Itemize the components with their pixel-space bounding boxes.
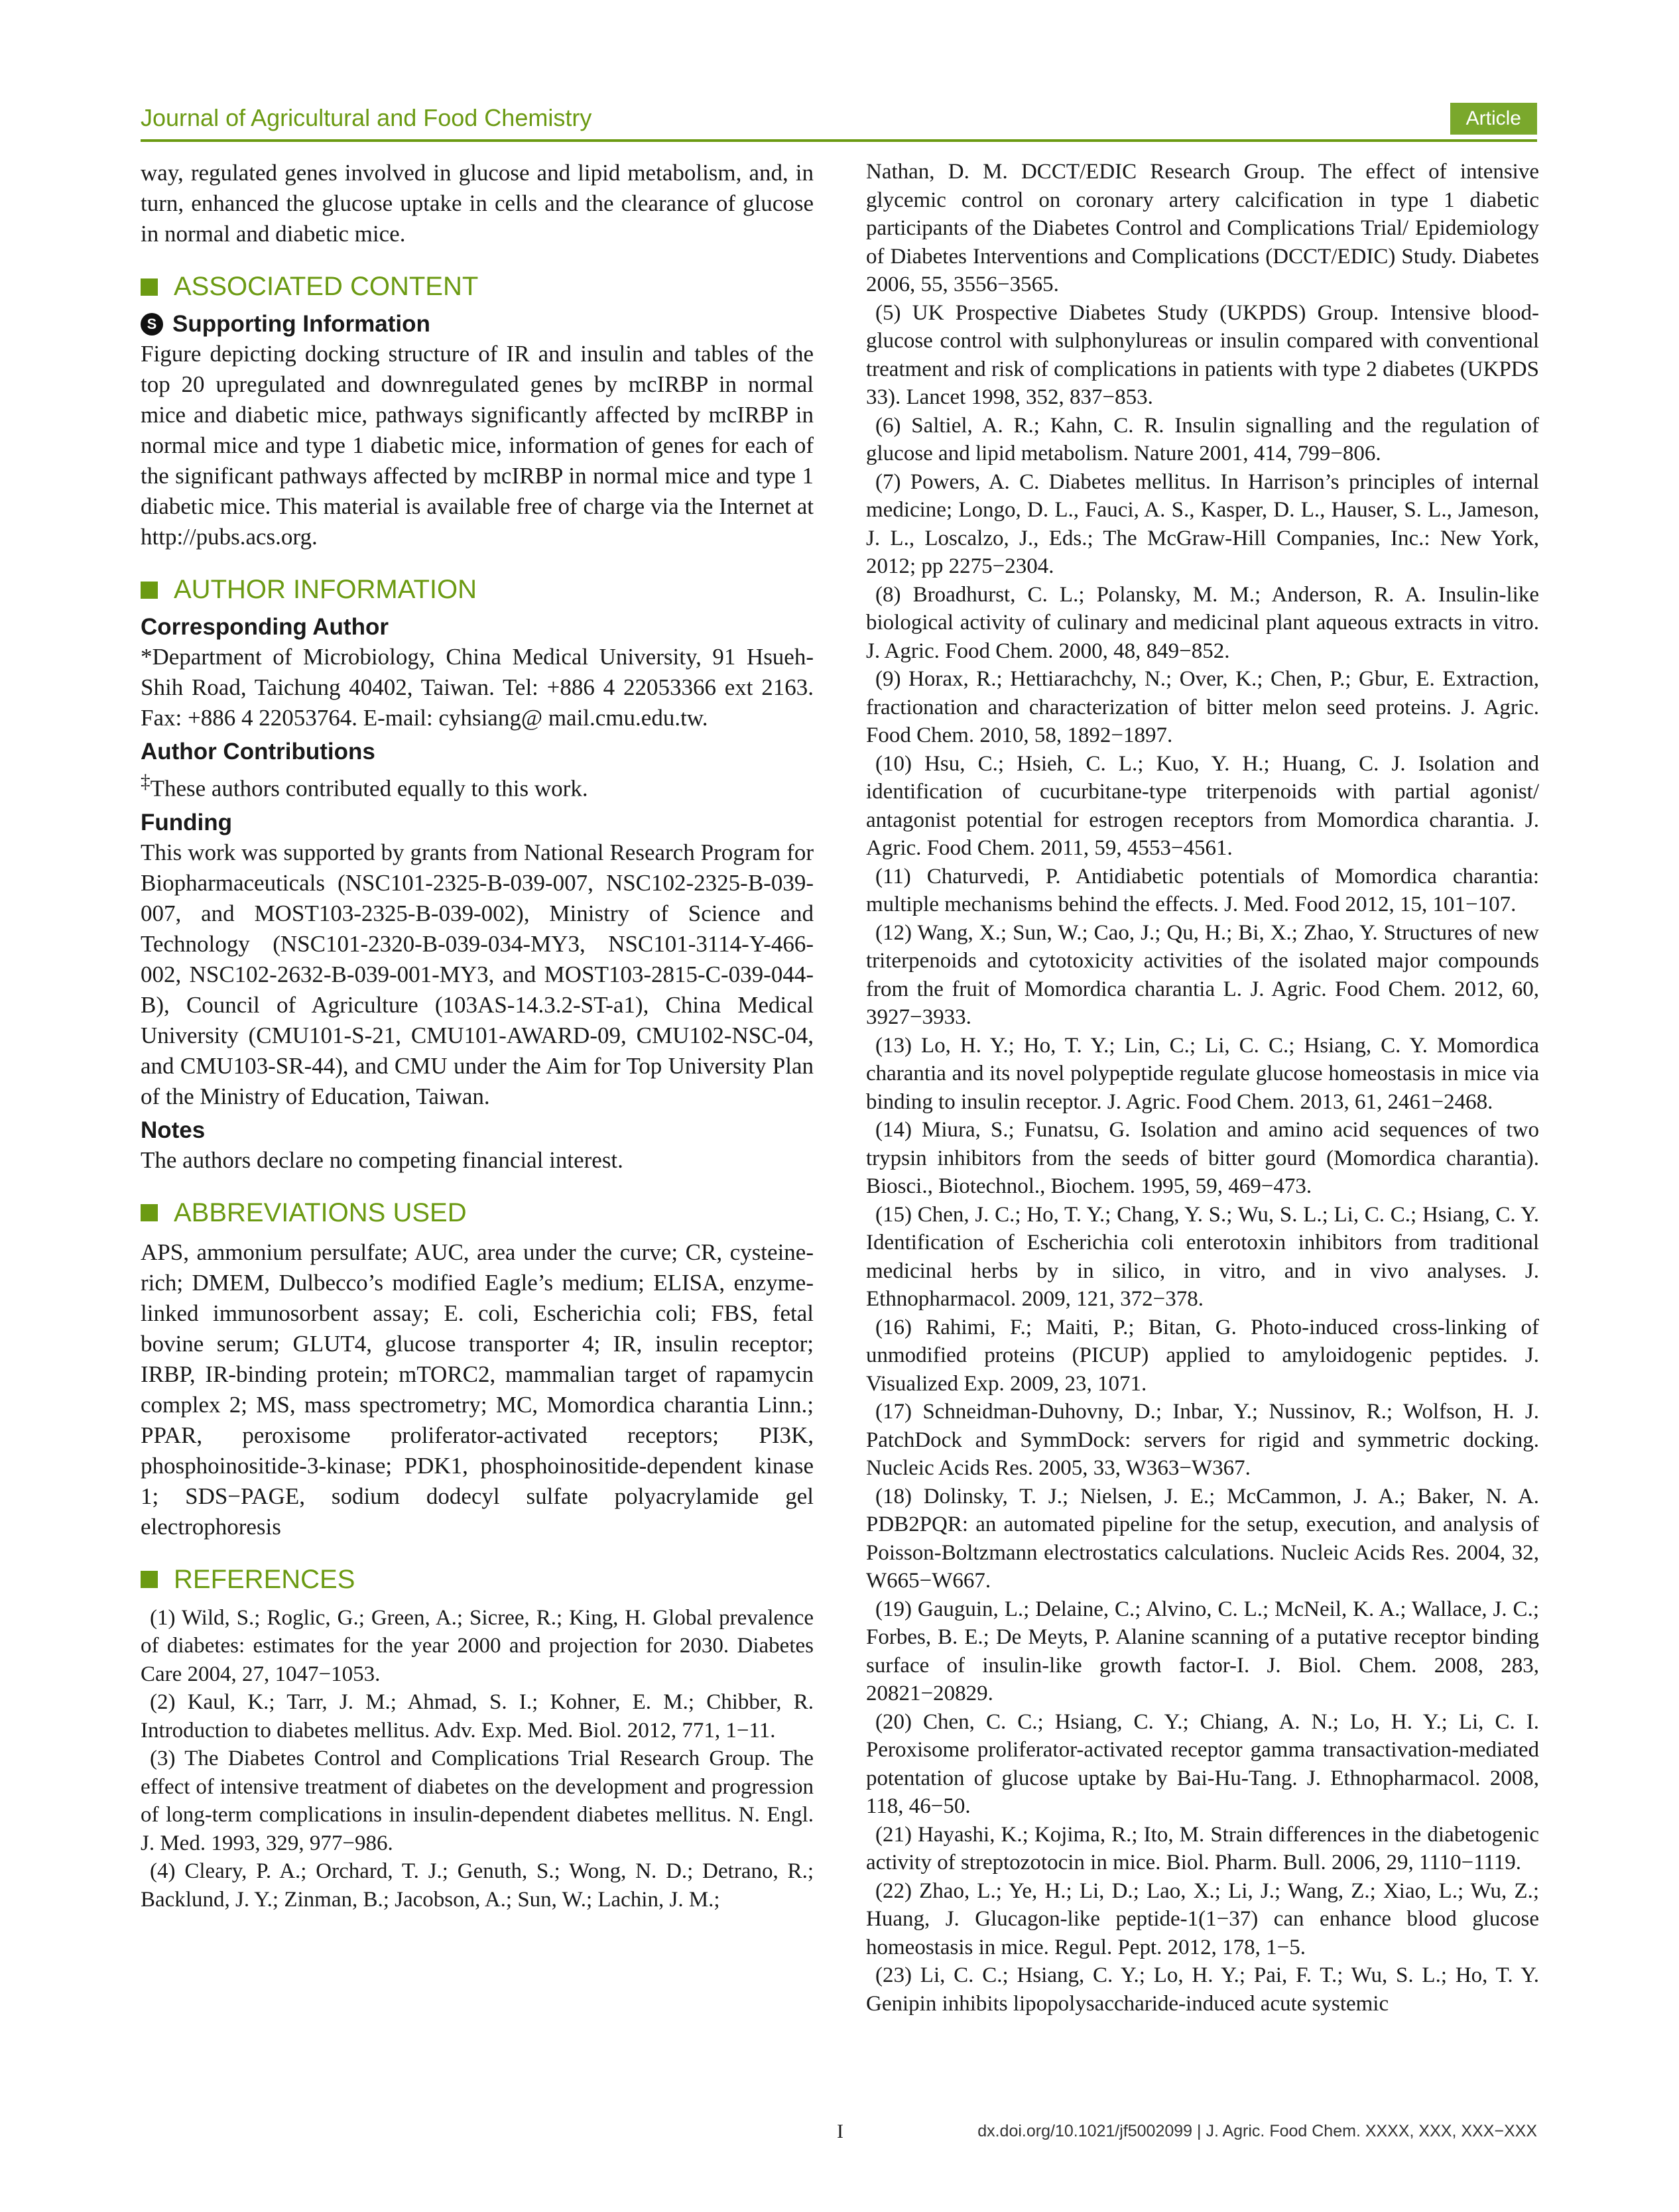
reference-item: (22) Zhao, L.; Ye, H.; Li, D.; Lao, X.; Li, J.; Wang, Z.; Xiao, L.; Wu, Z.; Huang, J. Glucagon-like peptide-1(1−37) can enhance blood glucose homeostasis in mice. Regul. Pept. 2012, 178, 1−5.: [866, 1878, 1539, 1959]
notes-heading: Notes: [141, 1117, 206, 1143]
section-square-icon: [141, 582, 158, 599]
associated-content-heading: [141, 272, 814, 302]
reference-item: (11) Chaturvedi, P. Antidiabetic potentials of Momordica charantia: multiple mechanisms behind the effects. J. Med. Food 2012, 15, 101−107.: [866, 864, 1539, 916]
subsection-title: Supporting Information: [172, 311, 430, 337]
author-information-heading: [141, 575, 814, 605]
supporting-information-heading: [141, 311, 814, 338]
header-divider: [141, 139, 1537, 142]
intro-paragraph: way, regulated genes involved in glucose and lipid metabolism, and, in turn, enhanced the glucose uptake in cells and the clearance of glucose in normal and diabetic mice.: [141, 160, 814, 247]
reference-item: (6) Saltiel, A. R.; Kahn, C. R. Insulin signalling and the regulation of glucose and lipid metabolism. Nature 2001, 414, 799−806.: [866, 413, 1539, 465]
reference-item: (5) UK Prospective Diabetes Study (UKPDS) Group. Intensive blood-glucose control with sulphonylureas or insulin compared with conventional treatment and risk of complications in patients with type 2 diabetes (UKPDS 33). Lancet 1998, 352, 837−853.: [866, 300, 1539, 409]
left-column: [141, 158, 814, 1914]
reference-item: (8) Broadhurst, C. L.; Polansky, M. M.; Anderson, R. A. Insulin-like biological activity of culinary and medicinal plant aqueous extracts in vitro. J. Agric. Food Chem. 2000, 48, 849−852.: [866, 582, 1539, 663]
right-column: [866, 158, 1539, 2018]
reference-item-continued: Nathan, D. M. DCCT/EDIC Research Group. The effect of intensive glycemic control on coronary artery calcification in type 1 diabetic participants of the Diabetes Control and Complications Trial/ Epidemiology of Diabetes Interventions and Complications (DCCT/EDIC) Study. Diabetes 2006, 55, 3556−3565.: [866, 160, 1539, 296]
reference-item: (2) Kaul, K.; Tarr, J. M.; Ahmad, S. I.; Kohner, E. M.; Chibber, R. Introduction to diabetes mellitus. Adv. Exp. Med. Biol. 2012, 771, 1−11.: [141, 1690, 814, 1743]
references-heading: [141, 1565, 814, 1595]
reference-item: (12) Wang, X.; Sun, W.; Cao, J.; Qu, H.; Bi, X.; Zhao, Y. Structures of new triterpenoids and cytotoxicity activities of the isolated major compounds from the fruit of Momordica charantia L. J. Agric. Food Chem. 2012, 60, 3927−3933.: [866, 920, 1539, 1029]
journal-title: Journal of Agricultural and Food Chemistry: [141, 104, 592, 131]
section-title: AUTHOR INFORMATION: [174, 575, 477, 604]
supporting-information-text: Figure depicting docking structure of IR and insulin and tables of the top 20 upregulated and downregulated genes by mcIRBP in normal mice and diabetic mice, pathways significantly affected by mcIRBP in normal mice and type 1 diabetic mice, information of genes for each of the significant pathways affected by mcIRBP in normal mice and type 1 diabetic mice. This material is available free of charge via the Internet at http://pubs.acs.org.: [141, 341, 814, 550]
reference-item: (10) Hsu, C.; Hsieh, C. L.; Kuo, Y. H.; Huang, C. J. Isolation and identification of cucurbitane-type triterpenoids with partial agonist/ antagonist potential for estrogen receptors from Momordica charantia. J. Agric. Food Chem. 2011, 59, 4553−4561.: [866, 751, 1539, 860]
contributions-statement: These authors contributed equally to this work.: [150, 775, 588, 802]
corresponding-author-heading: Corresponding Author: [141, 614, 389, 640]
double-dagger-mark: ‡: [141, 771, 151, 792]
funding-text: This work was supported by grants from National Research Program for Biopharmaceuticals (NSC101-2325-B-039-007, NSC102-2325-B-039-007, and MOST103-2325-B-039-002), Ministry of Science and Technology (NSC101-2320-B-039-034-MY3, NSC101-3114-Y-466-002, NSC102-2632-B-039-001-MY3, and MOST103-2815-C-039-044-B), Council of Agriculture (103AS-14.3.2-ST-a1), China Medical University (CMU101-S-21, CMU101-AWARD-09, CMU102-NSC-04, and CMU103-SR-44), and CMU under the Aim for Top University Plan of the Ministry of Education, Taiwan.: [141, 839, 814, 1109]
section-title: REFERENCES: [174, 1564, 355, 1594]
author-contributions-heading: Author Contributions: [141, 739, 375, 765]
funding-heading: Funding: [141, 809, 233, 835]
references-list-right: [866, 158, 1539, 2018]
reference-item: (23) Li, C. C.; Hsiang, C. Y.; Lo, H. Y.; Pai, F. T.; Wu, S. L.; Ho, T. Y. Genipin inhibits lipopolysaccharide-induced acute systemic: [866, 1963, 1539, 2016]
reference-item: (7) Powers, A. C. Diabetes mellitus. In Harrison’s principles of internal medicine; Longo, D. L., Fauci, A. S., Kasper, D. L., Hauser, S. L., Jameson, J. L., Loscalzo, J., Eds.; The McGraw-Hill Companies, Inc.: New York, 2012; pp 2275−2304.: [866, 469, 1539, 578]
section-square-icon: [141, 278, 158, 296]
abbreviations-text: APS, ammonium persulfate; AUC, area under the curve; CR, cysteine-rich; DMEM, Dulbecco’s modified Eagle’s medium; ELISA, enzyme-linked immunosorbent assay; E. coli, Escherichia coli; FBS, fetal bovine serum; GLUT4, glucose transporter 4; IR, insulin receptor; IRBP, IR-binding protein; mTORC2, mammalian target of rapamycin complex 2; MS, mass spectrometry; MC, Momordica charantia Linn.; PPAR, peroxisome proliferator-activated receptors; PI3K, phosphoinositide-3-kinase; PDK1, phosphoinositide-dependent kinase 1; SDS−PAGE, sodium dodecyl sulfate polyacrylamide gel electrophoresis: [141, 1239, 814, 1540]
abbreviations-heading: [141, 1198, 814, 1228]
page-number: I: [837, 2120, 843, 2142]
author-contributions-text: [141, 767, 814, 804]
reference-item: (19) Gauguin, L.; Delaine, C.; Alvino, C. L.; McNeil, K. A.; Wallace, J. C.; Forbes, B. E.; De Meyts, P. Alanine scanning of a putative receptor binding surface of insulin-like growth factor-I. J. Biol. Chem. 2008, 283, 20821−20829.: [866, 1597, 1539, 1705]
reference-item: (13) Lo, H. Y.; Ho, T. Y.; Lin, C.; Li, C. C.; Hsiang, C. Y. Momordica charantia and its novel polypeptide regulate glucose homeostasis in mice via binding to insulin receptor. J. Agric. Food Chem. 2013, 61, 2461−2468.: [866, 1033, 1539, 1114]
supporting-info-icon: S: [141, 313, 163, 336]
article-type-badge: Article: [1450, 103, 1537, 135]
section-title: ABBREVIATIONS USED: [174, 1198, 467, 1227]
notes-text: The authors declare no competing financial interest.: [141, 1146, 623, 1173]
reference-item: (17) Schneidman-Duhovny, D.; Inbar, Y.; Nussinov, R.; Wolfson, H. J. PatchDock and SymmDock: servers for rigid and symmetric docking. Nucleic Acids Res. 2005, 33, W363−W367.: [866, 1400, 1539, 1480]
section-square-icon: [141, 1571, 158, 1588]
reference-item: (4) Cleary, P. A.; Orchard, T. J.; Genuth, S.; Wong, N. D.; Detrano, R.; Backlund, J. Y.; Zinman, B.; Jacobson, A.; Sun, W.; Lachin, J. M.;: [141, 1859, 814, 1912]
section-title: ASSOCIATED CONTENT: [174, 272, 479, 301]
reference-item: (16) Rahimi, F.; Maiti, P.; Bitan, G. Photo-induced cross-linking of unmodified proteins (PICUP) applied to amyloidogenic peptides. J. Visualized Exp. 2009, 23, 1071.: [866, 1315, 1539, 1396]
reference-item: (1) Wild, S.; Roglic, G.; Green, A.; Sicree, R.; King, H. Global prevalence of diabetes: estimates for the year 2000 and projection for 2030. Diabetes Care 2004, 27, 1047−1053.: [141, 1605, 814, 1686]
reference-item: (15) Chen, J. C.; Ho, T. Y.; Chang, Y. S.; Wu, S. L.; Li, C. C.; Hsiang, C. Y. Identification of Escherichia coli enterotoxin inhibitors from traditional medicinal herbs by in silico, in vitro, and in vivo analyses. J. Ethnopharmacol. 2009, 121, 372−378.: [866, 1202, 1539, 1311]
reference-item: (21) Hayashi, K.; Kojima, R.; Ito, M. Strain differences in the diabetogenic activity of streptozotocin in mice. Biol. Pharm. Bull. 2006, 29, 1110−1119.: [866, 1822, 1539, 1874]
reference-item: (14) Miura, S.; Funatsu, G. Isolation and amino acid sequences of two trypsin inhibitors from the seeds of bitter gourd (Momordica charantia). Biosci., Biotechnol., Biochem. 1995, 59, 469−473.: [866, 1118, 1539, 1198]
doi-link[interactable]: dx.doi.org/10.1021/jf5002099 | J. Agric. Food Chem. XXXX, XXX, XXX−XXX: [977, 2122, 1537, 2140]
reference-item: (9) Horax, R.; Hettiarachchy, N.; Over, K.; Chen, P.; Gbur, E. Extraction, fractionation and characterization of bitter melon seed proteins. J. Agric. Food Chem. 2010, 58, 1892−1897.: [866, 667, 1539, 747]
page-header: [141, 103, 1537, 143]
section-square-icon: [141, 1204, 158, 1221]
references-list-left: [141, 1604, 814, 1914]
reference-item: (20) Chen, C. C.; Hsiang, C. Y.; Chiang, A. N.; Lo, H. Y.; Li, C. I. Peroxisome proliferator-activated receptor gamma transactivation-mediated potentation of glucose uptake by Bai-Hu-Tang. J. Ethnopharmacol. 2008, 118, 46−50.: [866, 1709, 1539, 1818]
reference-item: (18) Dolinsky, T. J.; Nielsen, J. E.; McCammon, J. A.; Baker, N. A. PDB2PQR: an automated pipeline for the setup, execution, and analysis of Poisson-Boltzmann electrostatics calculations. Nucleic Acids Res. 2004, 32, W665−W667.: [866, 1484, 1539, 1593]
reference-item: (3) The Diabetes Control and Complications Trial Research Group. The effect of intensive treatment of diabetes on the development and progression of long-term complications in insulin-dependent diabetes mellitus. N. Engl. J. Med. 1993, 329, 977−986.: [141, 1747, 814, 1855]
corresponding-author-text: *Department of Microbiology, China Medical University, 91 Hsueh-Shih Road, Taichung 40402, Taiwan. Tel: +886 4 22053366 ext 2163. Fax: +886 4 22053764. E-mail: cyhsiang@ mail.cmu.edu.tw.: [141, 644, 814, 731]
